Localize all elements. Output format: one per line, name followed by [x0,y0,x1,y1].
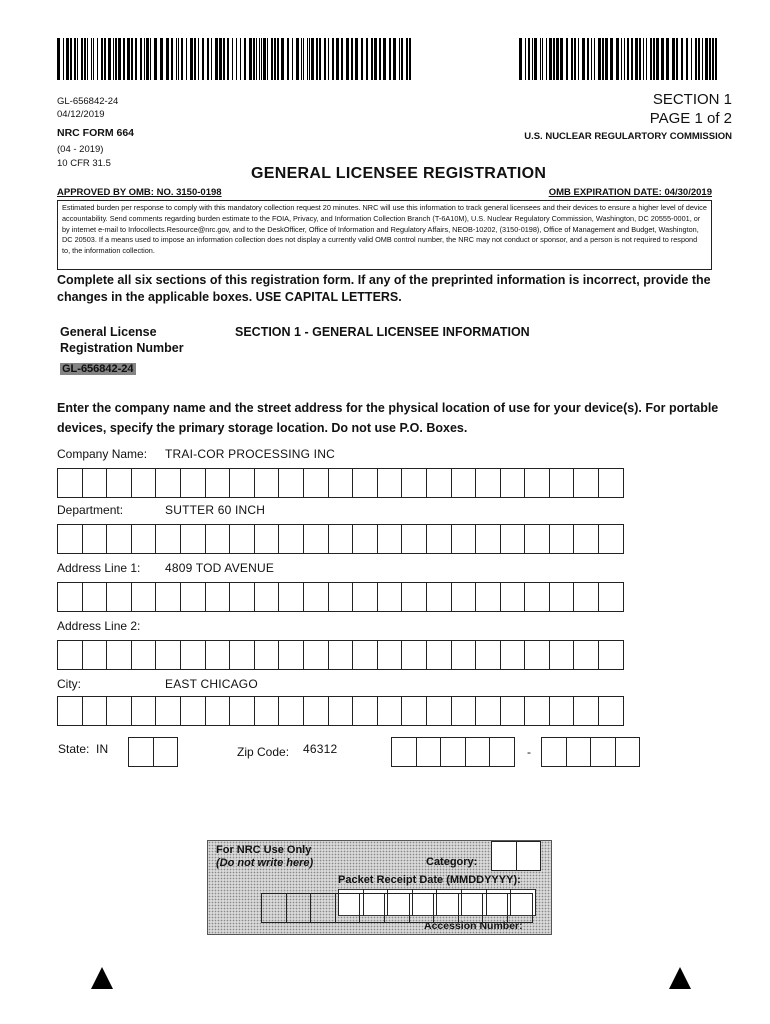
char-box[interactable] [566,737,592,767]
char-box[interactable] [507,893,533,923]
char-box[interactable] [278,640,304,670]
char-box[interactable] [524,640,550,670]
char-box[interactable] [303,524,329,554]
char-box[interactable] [433,893,459,923]
department-label: Department: [57,503,124,517]
char-box[interactable] [549,524,575,554]
char-box[interactable] [155,468,181,498]
char-box[interactable] [573,640,599,670]
company-name-label: Company Name: [57,447,148,461]
char-box[interactable] [475,468,501,498]
char-box[interactable] [475,582,501,612]
zip-separator: - [527,745,531,759]
char-box[interactable] [500,640,526,670]
char-box[interactable] [131,582,157,612]
zip-code-value: 46312 [303,742,338,756]
char-box[interactable] [549,468,575,498]
char-box[interactable] [254,640,280,670]
char-box[interactable] [106,468,132,498]
company-name-input[interactable] [57,468,623,498]
char-box[interactable] [440,737,466,767]
char-box[interactable] [205,524,231,554]
char-box[interactable] [549,582,575,612]
char-box[interactable] [549,640,575,670]
char-box[interactable] [57,468,83,498]
char-box[interactable] [541,737,567,767]
char-box[interactable] [254,524,280,554]
char-box[interactable] [131,696,157,726]
char-box[interactable] [500,524,526,554]
char-box[interactable] [328,582,354,612]
char-box[interactable] [205,640,231,670]
char-box[interactable] [82,468,108,498]
char-box[interactable] [131,640,157,670]
char-box[interactable] [384,893,410,923]
char-box[interactable] [426,468,452,498]
char-box[interactable] [106,696,132,726]
char-box[interactable] [153,737,179,767]
char-box[interactable] [180,696,206,726]
char-box[interactable] [489,737,515,767]
char-box[interactable] [401,468,427,498]
char-box[interactable] [254,696,280,726]
char-box[interactable] [377,696,403,726]
char-box[interactable] [352,582,378,612]
address-line-1-value: 4809 TOD AVENUE [165,561,275,575]
char-box[interactable] [229,582,255,612]
char-box[interactable] [573,524,599,554]
char-box[interactable] [205,582,231,612]
char-box[interactable] [573,468,599,498]
char-box[interactable] [254,582,280,612]
address-line-2-input[interactable] [57,640,623,670]
address-line-1-input[interactable] [57,582,623,612]
char-box[interactable] [475,640,501,670]
char-box[interactable] [131,524,157,554]
char-box[interactable] [475,696,501,726]
char-box[interactable] [352,696,378,726]
char-box[interactable] [57,640,83,670]
char-box[interactable] [401,640,427,670]
barcode-left [57,38,417,80]
char-box[interactable] [352,524,378,554]
char-box[interactable] [377,524,403,554]
char-box[interactable] [500,468,526,498]
char-box[interactable] [310,893,336,923]
registration-id-header: GL-656842-24 [57,96,119,107]
state-input[interactable] [128,737,177,767]
char-box[interactable] [426,582,452,612]
char-box[interactable] [229,524,255,554]
char-box[interactable] [57,582,83,612]
char-box[interactable] [491,841,517,871]
char-box[interactable] [155,696,181,726]
char-box[interactable] [401,582,427,612]
state-label: State: [58,742,90,756]
department-value: SUTTER 60 INCH [165,503,266,517]
company-name-value: TRAI-COR PROCESSING INC [165,447,335,461]
char-box[interactable] [359,893,385,923]
char-box[interactable] [82,524,108,554]
char-box[interactable] [391,737,417,767]
city-input[interactable] [57,696,623,726]
char-box[interactable] [482,893,508,923]
char-box[interactable] [573,582,599,612]
char-box[interactable] [573,696,599,726]
zip-code-label: Zip Code: [237,745,290,759]
char-box[interactable] [598,468,624,498]
char-box[interactable] [106,640,132,670]
registration-mark-left [91,967,113,989]
accession-label: Accession Number: [424,920,523,932]
char-box[interactable] [426,524,452,554]
section-title: SECTION 1 - GENERAL LICENSEE INFORMATION [235,325,530,339]
form-instructions: Complete all six sections of this registration form. If any of the preprinted information is incorrect, provide the changes in the applicable boxes. USE CAPITAL LETTERS. [57,273,711,304]
reg-number-text: GL-656842-24 [62,363,134,375]
char-box[interactable] [205,696,231,726]
char-box[interactable] [409,893,435,923]
char-box[interactable] [475,524,501,554]
char-box[interactable] [451,696,477,726]
char-box[interactable] [524,582,550,612]
char-box[interactable] [328,640,354,670]
char-box[interactable] [426,696,452,726]
reg-number-label-line1: General License [60,325,157,339]
city-label: City: [57,677,81,691]
char-box[interactable] [328,468,354,498]
char-box[interactable] [155,640,181,670]
char-box[interactable] [500,582,526,612]
char-box[interactable] [524,468,550,498]
page-number: PAGE 1 of 2 [649,110,732,127]
char-box[interactable] [106,582,132,612]
char-box[interactable] [451,524,477,554]
char-box[interactable] [57,696,83,726]
city-value: EAST CHICAGO [165,677,258,691]
char-box[interactable] [303,468,329,498]
reg-number-value [60,359,136,377]
char-box[interactable] [598,524,624,554]
section-number: SECTION 1 [652,91,732,108]
char-box[interactable] [401,524,427,554]
address-line-2-label: Address Line 2: [57,619,141,633]
char-box[interactable] [500,696,526,726]
agency-name: U.S. NUCLEAR REGULARTORY COMMISSION [524,131,732,142]
char-box[interactable] [598,696,624,726]
char-box[interactable] [458,893,484,923]
char-box[interactable] [590,737,616,767]
char-box[interactable] [155,524,181,554]
form-date: 04/12/2019 [57,109,105,120]
char-box[interactable] [106,524,132,554]
nrc-use-label: For NRC Use Only [216,844,312,856]
location-instructions: Enter the company name and the street address for the physical location of use for your device(s). For portable devices, specify the primary storage location. Do not use P.O. Boxes. [57,401,719,435]
char-box[interactable] [57,524,83,554]
char-box[interactable] [82,696,108,726]
char-box[interactable] [128,737,154,767]
char-box[interactable] [82,582,108,612]
accession-number-input[interactable] [261,893,532,923]
char-box[interactable] [180,582,206,612]
char-box[interactable] [451,582,477,612]
barcode-right [519,38,726,80]
char-box[interactable] [131,468,157,498]
form-revision: (04 - 2019) [57,144,104,155]
char-box[interactable] [229,696,255,726]
reg-number-label-line2: Registration Number [60,341,184,355]
char-box[interactable] [261,893,287,923]
zip-plus4-input[interactable] [541,737,639,767]
char-box[interactable] [278,468,304,498]
char-box[interactable] [254,468,280,498]
char-box[interactable] [416,737,442,767]
address-line-1-label: Address Line 1: [57,561,141,575]
char-box[interactable] [451,640,477,670]
department-input[interactable] [57,524,623,554]
char-box[interactable] [401,696,427,726]
registration-mark-right [669,967,691,989]
char-box[interactable] [303,640,329,670]
char-box[interactable] [335,893,361,923]
char-box[interactable] [549,696,575,726]
state-value: IN [96,742,109,756]
char-box[interactable] [205,468,231,498]
char-box[interactable] [598,582,624,612]
cfr-reference: 10 CFR 31.5 [57,158,111,169]
char-box[interactable] [180,640,206,670]
char-box[interactable] [229,468,255,498]
category-label: Category: [426,856,478,868]
burden-statement: Estimated burden per response to comply with this mandatory collection request 20 minutes. NRC will use this information to track general licensees and their devices to ensure a higher level of device accountability. Send comments regarding burden estimate to the FOIA, Privacy, and Information Collection Branch (T-6A10M), U.S. Nuclear Regulatory Commission, Washington, DC 20555-0001, or by internet e-mail to Infocollects.Resource@nrc.gov, and to the DeskOfficer, Office of Information and Regulatory Affairs, NEOB-10202, (3150-0198), Office of Management and Budget, Washington, DC 20503. If a means used to impose an information collection does not display a currently valid OMB control number, the NRC may not conduct or sponsor, and a person is not required to respond to, the information collection. [57,200,712,270]
char-box[interactable] [377,640,403,670]
char-box[interactable] [524,524,550,554]
char-box[interactable] [278,696,304,726]
char-box[interactable] [229,640,255,670]
omb-approval: APPROVED BY OMB: NO. 3150-0198 [57,187,222,198]
char-box[interactable] [352,468,378,498]
char-box[interactable] [180,524,206,554]
char-box[interactable] [615,737,641,767]
char-box[interactable] [426,640,452,670]
category-input[interactable] [491,841,540,871]
char-box[interactable] [328,524,354,554]
page-title: GENERAL LICENSEE REGISTRATION [251,165,547,182]
char-box[interactable] [155,582,181,612]
char-box[interactable] [278,524,304,554]
char-box[interactable] [286,893,312,923]
packet-receipt-label: Packet Receipt Date (MMDDYYYY): [338,874,521,886]
char-box[interactable] [451,468,477,498]
char-box[interactable] [352,640,378,670]
char-box[interactable] [180,468,206,498]
char-box[interactable] [516,841,542,871]
char-box[interactable] [303,696,329,726]
char-box[interactable] [377,582,403,612]
do-not-write-label: (Do not write here) [216,857,314,869]
char-box[interactable] [303,582,329,612]
char-box[interactable] [82,640,108,670]
char-box[interactable] [328,696,354,726]
char-box[interactable] [524,696,550,726]
char-box[interactable] [465,737,491,767]
char-box[interactable] [377,468,403,498]
zip-code-input[interactable] [391,737,514,767]
form-name: NRC FORM 664 [57,127,135,139]
char-box[interactable] [278,582,304,612]
char-box[interactable] [598,640,624,670]
omb-expiration: OMB EXPIRATION DATE: 04/30/2019 [548,187,712,198]
